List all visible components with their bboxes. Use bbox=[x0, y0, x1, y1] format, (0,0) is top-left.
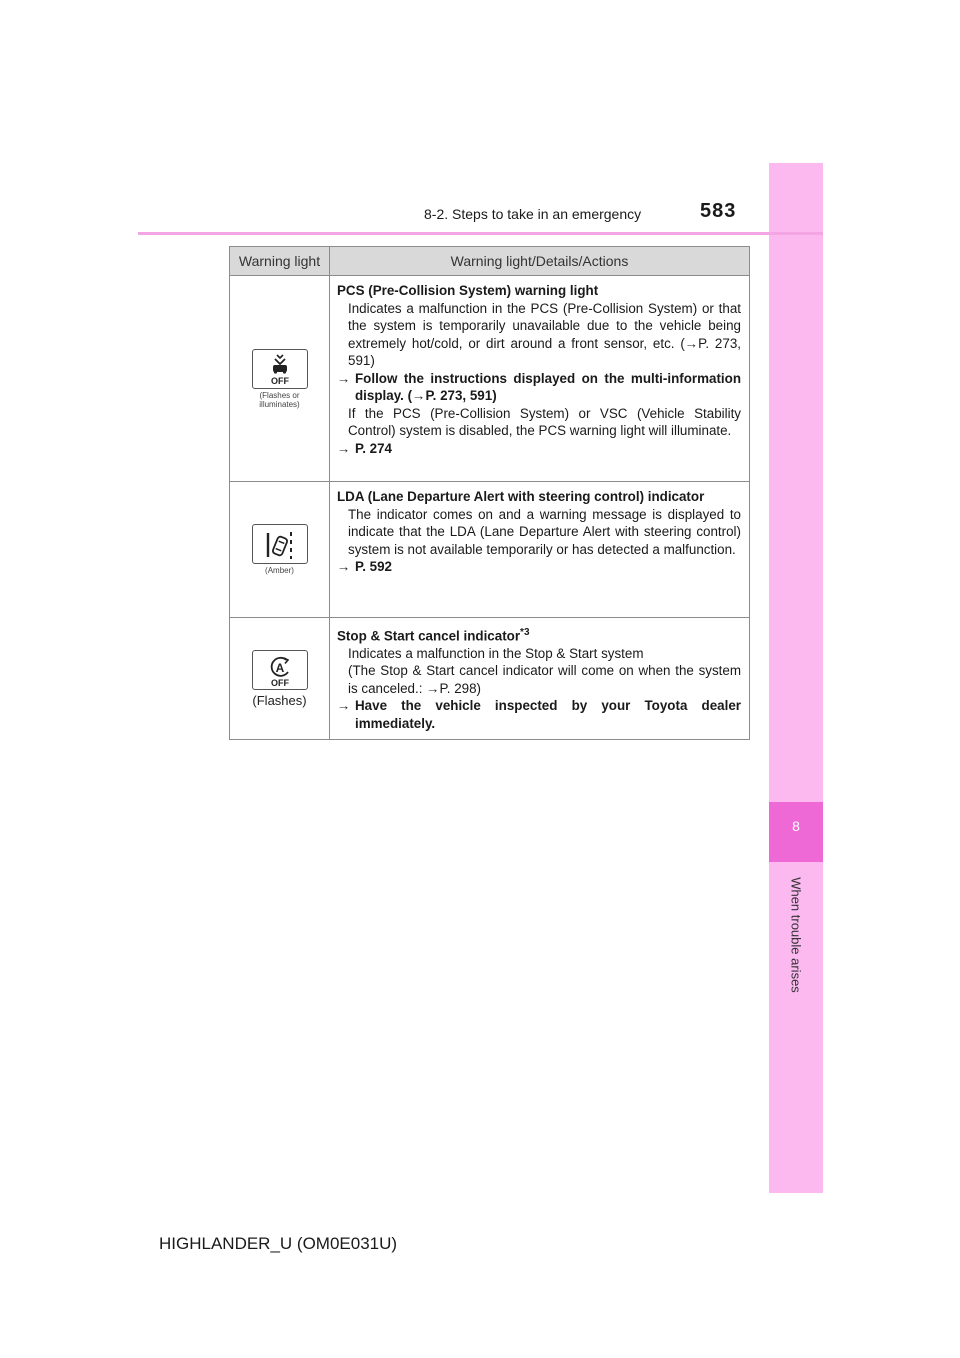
icon-caption: (Flashes) bbox=[252, 692, 307, 708]
warning-light-table bbox=[229, 246, 750, 740]
column-header-details: Warning light/Details/Actions bbox=[330, 247, 750, 276]
item-description: The indicator comes on and a warning message is displayed to indicate that the LDA (Lane Departure Alert with steering control) system is not available temporarily or has detected a malfunction. bbox=[348, 506, 741, 557]
item-title bbox=[337, 624, 741, 645]
arrow-icon: → bbox=[337, 698, 351, 714]
lane-departure-alert-icon bbox=[252, 524, 308, 564]
header-rule bbox=[138, 232, 823, 235]
icon-caption: (Flashes or illuminates) bbox=[259, 390, 300, 409]
chapter-title: When trouble arises bbox=[788, 877, 804, 993]
icon-caption: (Amber) bbox=[265, 566, 294, 575]
table-row bbox=[230, 276, 750, 482]
page-reference: P. 298) bbox=[439, 680, 481, 696]
details-cell bbox=[330, 276, 750, 482]
action-line bbox=[337, 370, 741, 405]
column-header-warning-light: Warning light bbox=[230, 247, 330, 276]
table-row bbox=[230, 618, 750, 740]
item-description bbox=[337, 300, 741, 370]
chapter-side-tab bbox=[769, 163, 823, 1193]
item-title: LDA (Lane Departure Alert with steering control) indicator bbox=[337, 489, 705, 504]
arrow-icon: → bbox=[412, 388, 426, 403]
arrow-icon: → bbox=[426, 680, 440, 696]
section-title: 8-2. Steps to take in an emergency bbox=[424, 206, 642, 222]
pcs-off-label: OFF bbox=[270, 375, 289, 386]
arrow-icon: → bbox=[337, 440, 351, 456]
warning-light-cell bbox=[230, 618, 330, 740]
warning-light-cell bbox=[230, 276, 330, 482]
footnote-marker: *3 bbox=[520, 627, 530, 638]
arrow-icon: → bbox=[337, 559, 351, 574]
item-title-text: Stop & Start cancel indicator bbox=[337, 628, 521, 644]
description-text: (The Stop & Start cancel indicator will come on when the system is canceled.: bbox=[348, 663, 741, 696]
page-reference: P. 273, 591) bbox=[348, 335, 741, 368]
page-reference: P. 274 bbox=[355, 440, 392, 456]
stop-start-off-label: OFF bbox=[270, 677, 289, 688]
details-cell bbox=[330, 618, 750, 740]
item-description: Indicates a malfunction in the Stop & Start system bbox=[348, 645, 644, 661]
pcs-off-icon bbox=[252, 349, 308, 389]
reference-line bbox=[337, 558, 741, 576]
item-note: If the PCS (Pre-Collision System) or VSC (Vehicle Stability Control) system is disabled, the PCS warning light will illuminate. bbox=[348, 405, 741, 438]
details-cell bbox=[330, 482, 750, 618]
arrow-icon: → bbox=[337, 370, 351, 386]
action-line bbox=[337, 697, 741, 732]
warning-light-cell bbox=[230, 482, 330, 618]
footer-model-code: HIGHLANDER_U (OM0E031U) bbox=[159, 1234, 398, 1253]
description-text: Indicates a malfunction in the PCS (Pre-Collision System) or that the system is temporarily unavailable due to the vehicle being extremely hot/cold, or dirt around a front sensor, etc. ( bbox=[348, 300, 741, 351]
item-title: PCS (Pre-Collision System) warning light bbox=[337, 283, 599, 298]
table-row bbox=[230, 482, 750, 618]
page-reference: P. 592 bbox=[355, 559, 392, 574]
page-reference: P. 273, 591) bbox=[425, 388, 497, 403]
arrow-icon: → bbox=[684, 335, 699, 351]
action-text: Follow the instructions displayed on the multi-information display. ( bbox=[355, 370, 741, 403]
table-header-row bbox=[230, 247, 750, 276]
action-text: Have the vehicle inspected by your Toyota dealer immediately. bbox=[355, 698, 741, 731]
item-description-secondary bbox=[337, 662, 741, 697]
reference-line bbox=[337, 440, 741, 458]
page-number: 583 bbox=[700, 200, 737, 222]
svg-text:A: A bbox=[275, 660, 284, 675]
stop-start-off-icon bbox=[252, 650, 308, 690]
chapter-number: 8 bbox=[792, 818, 800, 834]
